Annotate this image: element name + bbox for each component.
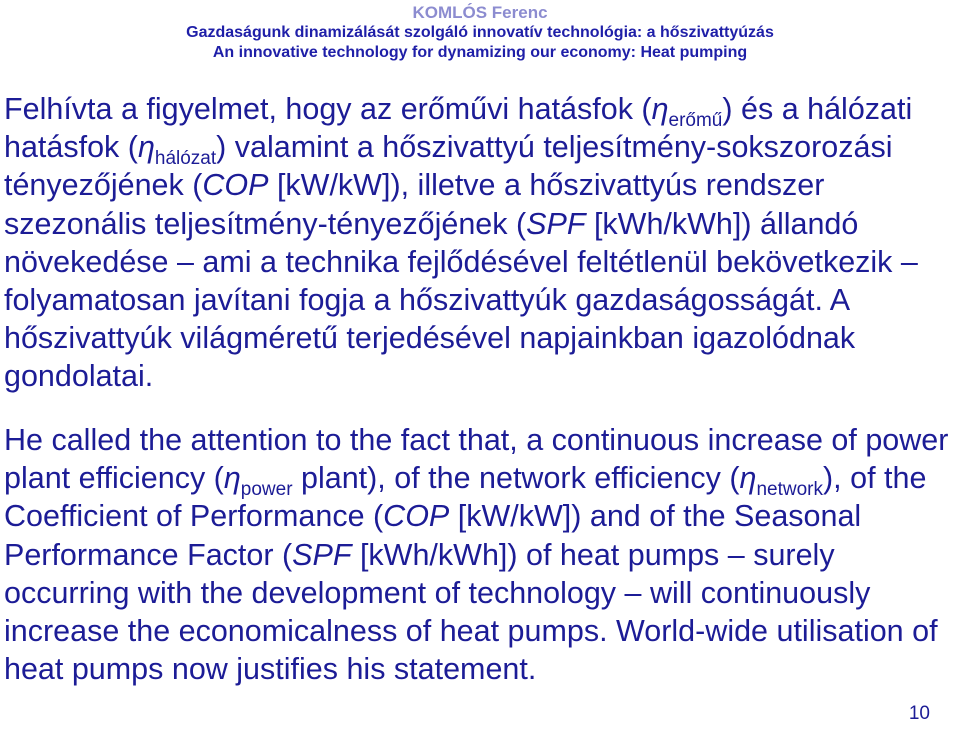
- en-text-3: ), of the Coefficient of Performance (: [4, 461, 927, 534]
- title-english: An innovative technology for dynamizing our economy: Heat pumping: [212, 44, 748, 61]
- hungarian-paragraph: [4, 90, 956, 396]
- en-subscript-1: power: [240, 479, 293, 501]
- hu-text-4: [kW/kW]), illetve a hőszivattyús rendszer szezonális teljesítmény-tényezőjének (: [4, 168, 825, 241]
- hu-cop: COP: [202, 168, 269, 203]
- en-cop: COP: [383, 499, 450, 534]
- en-text-5: [kWh/kWh]) of heat pumps – surely occurring with the development of technology – will continuously increase the economicalness of heat pumps. World-wide utilisation of heat pumps now justifies his statement.: [4, 537, 938, 687]
- page-number: 10: [908, 703, 930, 724]
- hu-eta-symbol-1: η: [651, 92, 669, 126]
- author-name: KOMLÓS Ferenc: [412, 3, 548, 22]
- hu-eta-symbol-2: η: [137, 130, 155, 165]
- en-subscript-2: network: [756, 479, 823, 501]
- en-text-2: plant), of the network efficiency (: [292, 461, 740, 496]
- hu-text-5: [kWh/kWh]) állandó növekedése – ami a technika fejlődésével feltétlenül bekövetkezik – folyamatosan javítani fogja a hőszivattyúk gazdaságosságát. A hőszivattyúk világméretű terjedésével napjainkban igazolódnak gondolatai.: [4, 206, 918, 394]
- slide-header: [0, 0, 960, 63]
- hu-text-1: Felhívta a figyelmet, hogy az erőművi hatásfok (: [4, 92, 652, 126]
- hu-subscript-1: erőmű: [668, 110, 723, 131]
- hu-text-3: ) valamint a hőszivattyú teljesítmény-sokszorozási tényezőjének (: [4, 130, 893, 203]
- hu-subscript-2: hálózat: [154, 148, 217, 170]
- hu-spf: SPF: [526, 206, 586, 241]
- english-paragraph: [4, 421, 956, 688]
- en-text-4: [kW/kW]) and of the Seasonal Performance Factor (: [4, 499, 862, 572]
- en-text-1: He called the attention to the fact that, a continuous increase of power plant efficiency (: [4, 423, 949, 496]
- en-eta-symbol-2: η: [739, 461, 757, 496]
- title-hungarian: Gazdaságunk dinamizálását szolgáló innovatív technológia: a hőszivattyúzás: [186, 24, 774, 41]
- en-eta-symbol-1: η: [223, 461, 241, 496]
- hu-text-2: ) és a hálózati hatásfok (: [4, 92, 913, 165]
- en-spf: SPF: [292, 537, 352, 572]
